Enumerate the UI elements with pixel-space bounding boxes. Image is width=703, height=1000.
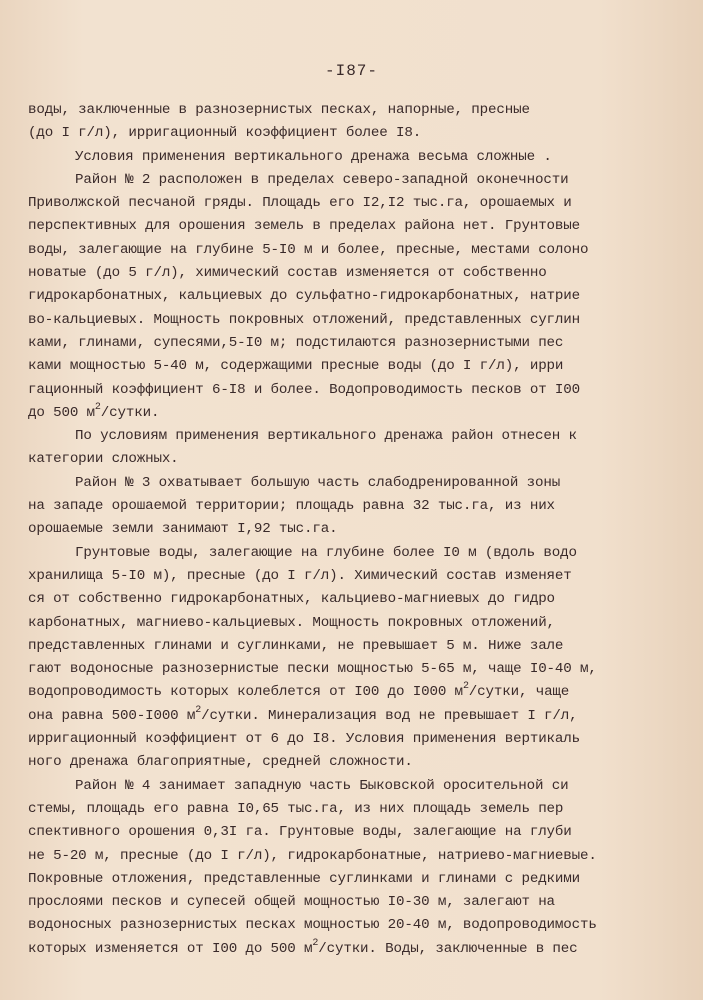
text-line [28, 122, 668, 145]
superscript-exponent: 2 [312, 937, 319, 949]
text-line-content: ками, глинами, супесями,5-I0 м; подстилаются разнозернистыми пес [28, 334, 564, 351]
text-line [28, 728, 668, 751]
text-line-content: воды, залегающие на глубине 5-I0 м и более, пресные, местами солоно [28, 241, 589, 258]
text-line-content: хранилища 5-I0 м), пресные (до I г/л). Химический состав изменяет [28, 567, 572, 584]
text-line-content: она равна 500-I000 м [28, 707, 196, 724]
text-line [28, 192, 668, 215]
text-line [28, 402, 668, 425]
text-line-content: не 5-20 м, пресные (до I г/л), гидрокарбонатные, натриево-магниевые. [28, 847, 597, 864]
text-line [28, 821, 668, 844]
text-line-content: водоносных разнозернистых песках мощностью 20-40 м, водопроводимость [28, 917, 597, 934]
text-line-content: гают водоносные разнозернистые пески мощностью 5-65 м, чаще I0-40 м, [28, 661, 597, 678]
text-line [28, 681, 668, 704]
text-line-content: По условиям применения вертикального дренажа район отнесен к [75, 428, 577, 445]
text-line [28, 588, 668, 611]
text-line-content: водопроводимость которых колеблется от I00 до I000 м [28, 684, 463, 701]
text-line-continuation: /сутки. [100, 404, 160, 421]
text-line-content: на западе орошаемой территории; площадь равна 32 тыс.га, из них [28, 498, 555, 515]
text-line [28, 99, 668, 122]
text-line-content: представленных глинами и суглинками, не превышает 5 м. Ниже зале [28, 637, 564, 654]
text-line [28, 355, 668, 378]
text-line-content: Грунтовые воды, залегающие на глубине более I0 м (вдоль водо [75, 544, 577, 561]
text-line-content: гидрокарбонатных, кальциевых до сульфатно-гидрокарбонатных, натрие [28, 288, 581, 305]
text-line-content: категории сложных. [28, 451, 179, 468]
text-line [28, 262, 668, 285]
text-line-content: (до I г/л), ирригационный коэффициент более I8. [28, 125, 422, 142]
text-line [28, 798, 668, 821]
text-line [28, 635, 668, 658]
text-line [28, 914, 668, 937]
text-line-content: ирригационный коэффициент от 6 до I8. Условия применения вертикаль [28, 731, 581, 748]
text-line-content: ся от собственно гидрокарбонатных, кальциево-магниевых до гидро [28, 591, 555, 608]
text-line-content: Район № 3 охватывает большую часть слабодренированной зоны [75, 474, 561, 491]
text-body [28, 99, 668, 961]
text-line [28, 146, 668, 169]
text-line-content: стемы, площадь его равна I0,65 тыс.га, из них площадь земель пер [28, 800, 564, 817]
text-line-content: Покровные отложения, представленные суглинками и глинами с редкими [28, 870, 581, 887]
text-line [28, 891, 668, 914]
text-line-content: ками мощностью 5-40 м, содержащими пресные воды (до I г/л), ирри [28, 358, 564, 375]
text-line [28, 542, 668, 565]
text-line-content: до 500 м [28, 404, 95, 421]
text-line [28, 495, 668, 518]
superscript-exponent: 2 [462, 681, 469, 693]
text-line-content: Район № 4 занимает западную часть Быковской оросительной си [75, 777, 569, 794]
text-line-content: перспективных для орошения земель в пределах района нет. Грунтовые [28, 218, 581, 235]
superscript-exponent: 2 [195, 704, 202, 716]
text-line [28, 425, 668, 448]
text-line [28, 705, 668, 728]
text-line [28, 658, 668, 681]
text-line-continuation: /сутки, чаще [468, 684, 570, 701]
text-line [28, 565, 668, 588]
text-line-content: Приволжской песчаной гряды. Площадь его I2,I2 тыс.га, орошаемых и [28, 195, 572, 212]
text-line [28, 612, 668, 635]
text-line [28, 285, 668, 308]
text-line [28, 379, 668, 402]
text-line [28, 472, 668, 495]
text-line-content: во-кальциевых. Мощность покровных отложений, представленных суглин [28, 311, 581, 328]
text-line [28, 215, 668, 238]
text-line [28, 169, 668, 192]
text-line-content: гационный коэффициент 6-I8 и более. Водопроводимость песков от I00 [28, 381, 581, 398]
page-number: -I87- [324, 62, 378, 80]
text-line-content: карбонатных, магниево-кальциевых. Мощность покровных отложений, [28, 614, 555, 631]
text-line-content: воды, заключенные в разнозернистых песках, напорные, пресные [28, 102, 530, 118]
text-line-content: прослоями песков и супесей общей мощностью I0-30 м, залегают на [28, 894, 555, 911]
text-line [28, 518, 668, 541]
text-line-content: ного дренажа благоприятные, средней сложности. [28, 754, 413, 771]
text-line [28, 332, 668, 355]
text-line [28, 868, 668, 891]
text-line [28, 845, 668, 868]
text-line-content: которых изменяется от I00 до 500 м [28, 940, 313, 957]
text-line [28, 448, 668, 471]
text-line [28, 309, 668, 332]
text-line [28, 751, 668, 774]
text-line-content: Условия применения вертикального дренажа весьма сложные . [75, 148, 552, 165]
text-line-continuation: /сутки. Минерализация вод не превышает I г/л, [201, 707, 578, 724]
text-line-content: орошаемые земли занимают I,92 тыс.га. [28, 521, 338, 538]
superscript-exponent: 2 [94, 401, 101, 413]
text-line-continuation: /сутки. Воды, заключенные в пес [318, 940, 578, 957]
text-line [28, 938, 668, 961]
text-line-content: спективного орошения 0,3I га. Грунтовые воды, залегающие на глуби [28, 824, 572, 841]
text-line-content: новатые (до 5 г/л), химический состав изменяется от собственно [28, 265, 547, 282]
text-line [28, 239, 668, 262]
text-line [28, 775, 668, 798]
text-line-content: Район № 2 расположен в пределах северо-западной оконечности [75, 171, 569, 188]
